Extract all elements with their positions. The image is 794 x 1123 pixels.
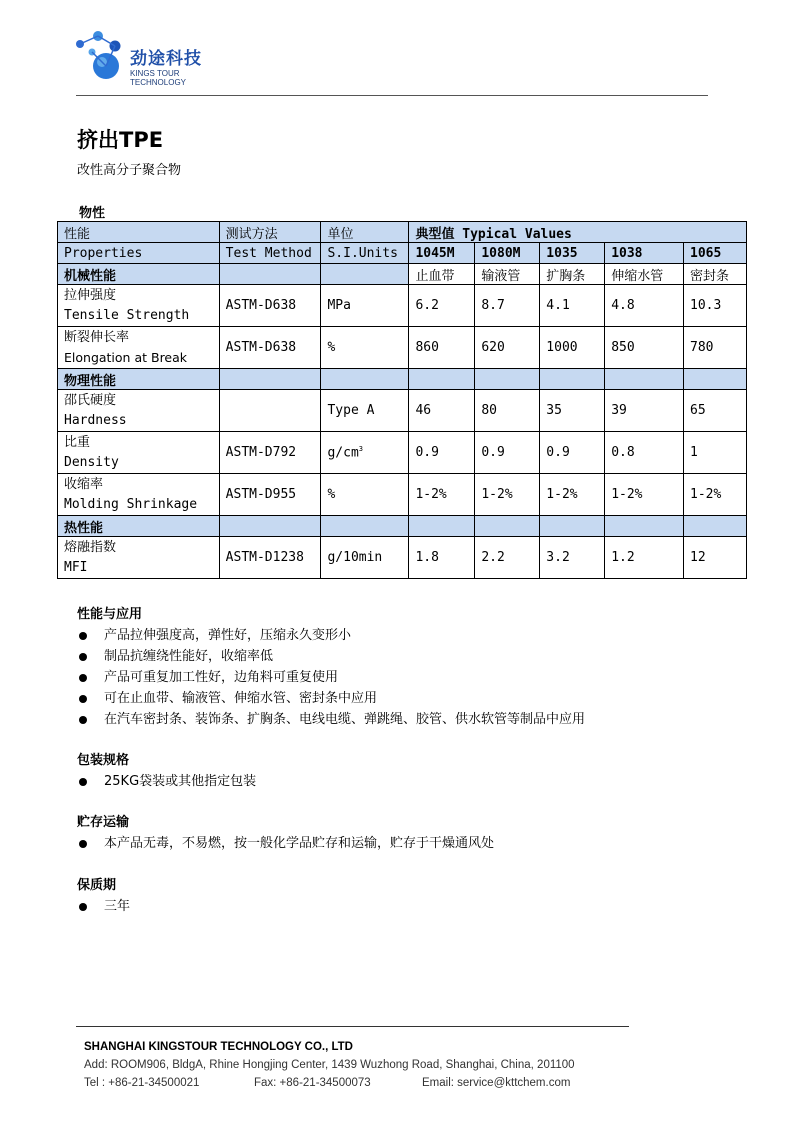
value-cell: 0.9 (540, 432, 605, 474)
packaging-heading: 包装规格 (77, 753, 130, 768)
unit: g/10min (321, 537, 409, 579)
property-name-cn: 收缩率 (64, 476, 104, 492)
application-cell: 止血带 (409, 264, 475, 285)
bullet-icon (79, 903, 87, 911)
value-cell: 80 (475, 390, 540, 432)
value-cell: 10.3 (684, 285, 747, 327)
list-item (77, 833, 494, 854)
value-cell: 2.2 (475, 537, 540, 579)
value-cell: 8.7 (475, 285, 540, 327)
property-name-en: Hardness (64, 412, 127, 428)
value-cell: 1000 (540, 327, 605, 369)
value-cell: 12 (684, 537, 747, 579)
bullet-icon (79, 778, 87, 786)
value-cell: 4.1 (540, 285, 605, 327)
value-cell: 1 (684, 432, 747, 474)
value-cell: 0.9 (409, 432, 475, 474)
unit: Type A (321, 390, 409, 432)
grade-header: 1065 (684, 243, 747, 264)
page-title: 挤出TPE (77, 128, 164, 152)
list-item-text: 25KG袋装或其他指定包装 (104, 774, 257, 789)
test-method: ASTM-D638 (219, 285, 321, 327)
footer-divider (76, 1026, 629, 1027)
footer-fax: Fax: +86-21-34500073 (254, 1077, 371, 1089)
test-method: ASTM-D638 (219, 327, 321, 369)
shelf-life-heading: 保质期 (77, 878, 117, 893)
value-cell: 39 (605, 390, 684, 432)
test-method (219, 390, 321, 432)
value-cell: 6.2 (409, 285, 475, 327)
bullet-icon (79, 840, 87, 848)
test-method: ASTM-D955 (219, 474, 321, 516)
test-method: ASTM-D792 (219, 432, 321, 474)
table-row (58, 474, 747, 516)
application-cell: 扩胸条 (540, 264, 605, 285)
application-cell: 伸缩水管 (605, 264, 684, 285)
property-name-cn: 比重 (64, 434, 91, 450)
property-name-cn: 邵氏硬度 (64, 392, 117, 408)
list-item-text: 本产品无毒，不易燃，按一般化学品贮存和运输，贮存于干燥通风处 (104, 836, 495, 851)
list-item (77, 667, 585, 688)
value-cell: 1-2% (540, 474, 605, 516)
list-item (77, 646, 585, 667)
list-item-text: 可在止血带、输液管、伸缩水管、密封条中应用 (104, 691, 378, 706)
header-unit-en: S.I.Units (321, 243, 409, 264)
property-name-en: Tensile Strength (64, 307, 190, 323)
grade-header: 1038 (605, 243, 684, 264)
table-row (58, 285, 747, 327)
logo-english-line1: KINGS TOUR (130, 69, 180, 78)
value-cell: 1-2% (684, 474, 747, 516)
value-cell: 0.8 (605, 432, 684, 474)
bullet-icon (79, 695, 87, 703)
category-physical: 物理性能 (58, 369, 220, 390)
bullet-icon (79, 674, 87, 682)
performance-heading: 性能与应用 (77, 607, 143, 622)
header-properties-cn: 性能 (58, 222, 220, 243)
footer-email: Email: service@kttchem.com (422, 1077, 571, 1089)
list-item (77, 709, 585, 730)
value-cell: 850 (605, 327, 684, 369)
list-item (77, 771, 256, 792)
bullet-icon (79, 716, 87, 724)
list-item-text: 制品抗缠绕性能好，收缩率低 (104, 649, 274, 664)
header-divider (76, 95, 708, 96)
property-name-en: Elongation at Break (64, 349, 188, 365)
header-method-cn: 测试方法 (219, 222, 321, 243)
list-item (77, 896, 130, 917)
footer-contact (84, 1074, 575, 1092)
unit-text: g/cm (327, 445, 359, 461)
value-cell: 620 (475, 327, 540, 369)
property-name-cn: 熔融指数 (64, 539, 117, 555)
grade-header: 1035 (540, 243, 605, 264)
value-cell: 1-2% (605, 474, 684, 516)
header-properties-en: Properties (58, 243, 220, 264)
table-row (58, 327, 747, 369)
list-item-text: 产品可重复加工性好，边角料可重复使用 (104, 670, 339, 685)
header-unit-cn: 单位 (321, 222, 409, 243)
list-item-text: 在汽车密封条、装饰条、扩胸条、电线电缆、弹跳绳、胶管、供水软管等制品中应用 (104, 712, 586, 727)
property-name-en: MFI (64, 559, 88, 575)
application-cell: 密封条 (684, 264, 747, 285)
packaging-section (77, 749, 256, 792)
property-name-en: Density (64, 454, 119, 470)
properties-section-label: 物性 (79, 206, 106, 221)
property-name-cn: 断裂伸长率 (64, 329, 130, 345)
footer-tel: Tel : +86-21-34500021 (84, 1077, 200, 1089)
category-thermal: 热性能 (58, 516, 220, 537)
table-row (58, 537, 747, 579)
unit-superscript: 3 (358, 444, 363, 453)
page-subtitle: 改性高分子聚合物 (77, 163, 182, 178)
value-cell: 4.8 (605, 285, 684, 327)
value-cell: 35 (540, 390, 605, 432)
unit: MPa (321, 285, 409, 327)
logo-text (130, 44, 202, 87)
storage-heading: 贮存运输 (77, 815, 130, 830)
value-cell: 1.2 (605, 537, 684, 579)
value-cell: 65 (684, 390, 747, 432)
header-method-en: Test Method (219, 243, 321, 264)
grade-header: 1080M (475, 243, 540, 264)
category-mechanical: 机械性能 (58, 264, 220, 285)
value-cell: 860 (409, 327, 475, 369)
logo-chinese-name: 劲途科技 (130, 49, 202, 69)
table-row (58, 432, 747, 474)
footer (84, 1038, 575, 1092)
property-name-en: Molding Shrinkage (64, 496, 198, 512)
properties-table (57, 221, 747, 579)
value-cell: 1-2% (409, 474, 475, 516)
unit (321, 432, 409, 474)
logo-english-line2: TECHNOLOGY (130, 78, 187, 87)
property-name-cn: 拉伸强度 (64, 287, 117, 303)
unit: % (321, 327, 409, 369)
bullet-icon (79, 653, 87, 661)
table-row (58, 390, 747, 432)
list-item (77, 688, 585, 709)
footer-company: SHANGHAI KINGSTOUR TECHNOLOGY CO., LTD (84, 1041, 353, 1053)
value-cell: 46 (409, 390, 475, 432)
unit: % (321, 474, 409, 516)
value-cell: 1.8 (409, 537, 475, 579)
header-typical-values: 典型值 Typical Values (409, 222, 747, 243)
value-cell: 780 (684, 327, 747, 369)
bullet-icon (79, 632, 87, 640)
value-cell: 0.9 (475, 432, 540, 474)
test-method: ASTM-D1238 (219, 537, 321, 579)
performance-section (77, 603, 585, 730)
value-cell: 3.2 (540, 537, 605, 579)
shelf-life-section (77, 874, 130, 917)
footer-address: Add: ROOM906, BldgA, Rhine Hongjing Center, 1439 Wuzhong Road, Shanghai, China, 201100 (84, 1059, 575, 1071)
application-cell: 输液管 (475, 264, 540, 285)
list-item-text: 三年 (104, 899, 131, 914)
value-cell: 1-2% (475, 474, 540, 516)
list-item-text: 产品拉伸强度高，弹性好，压缩永久变形小 (104, 628, 352, 643)
storage-section (77, 811, 494, 854)
list-item (77, 625, 585, 646)
grade-header: 1045M (409, 243, 475, 264)
